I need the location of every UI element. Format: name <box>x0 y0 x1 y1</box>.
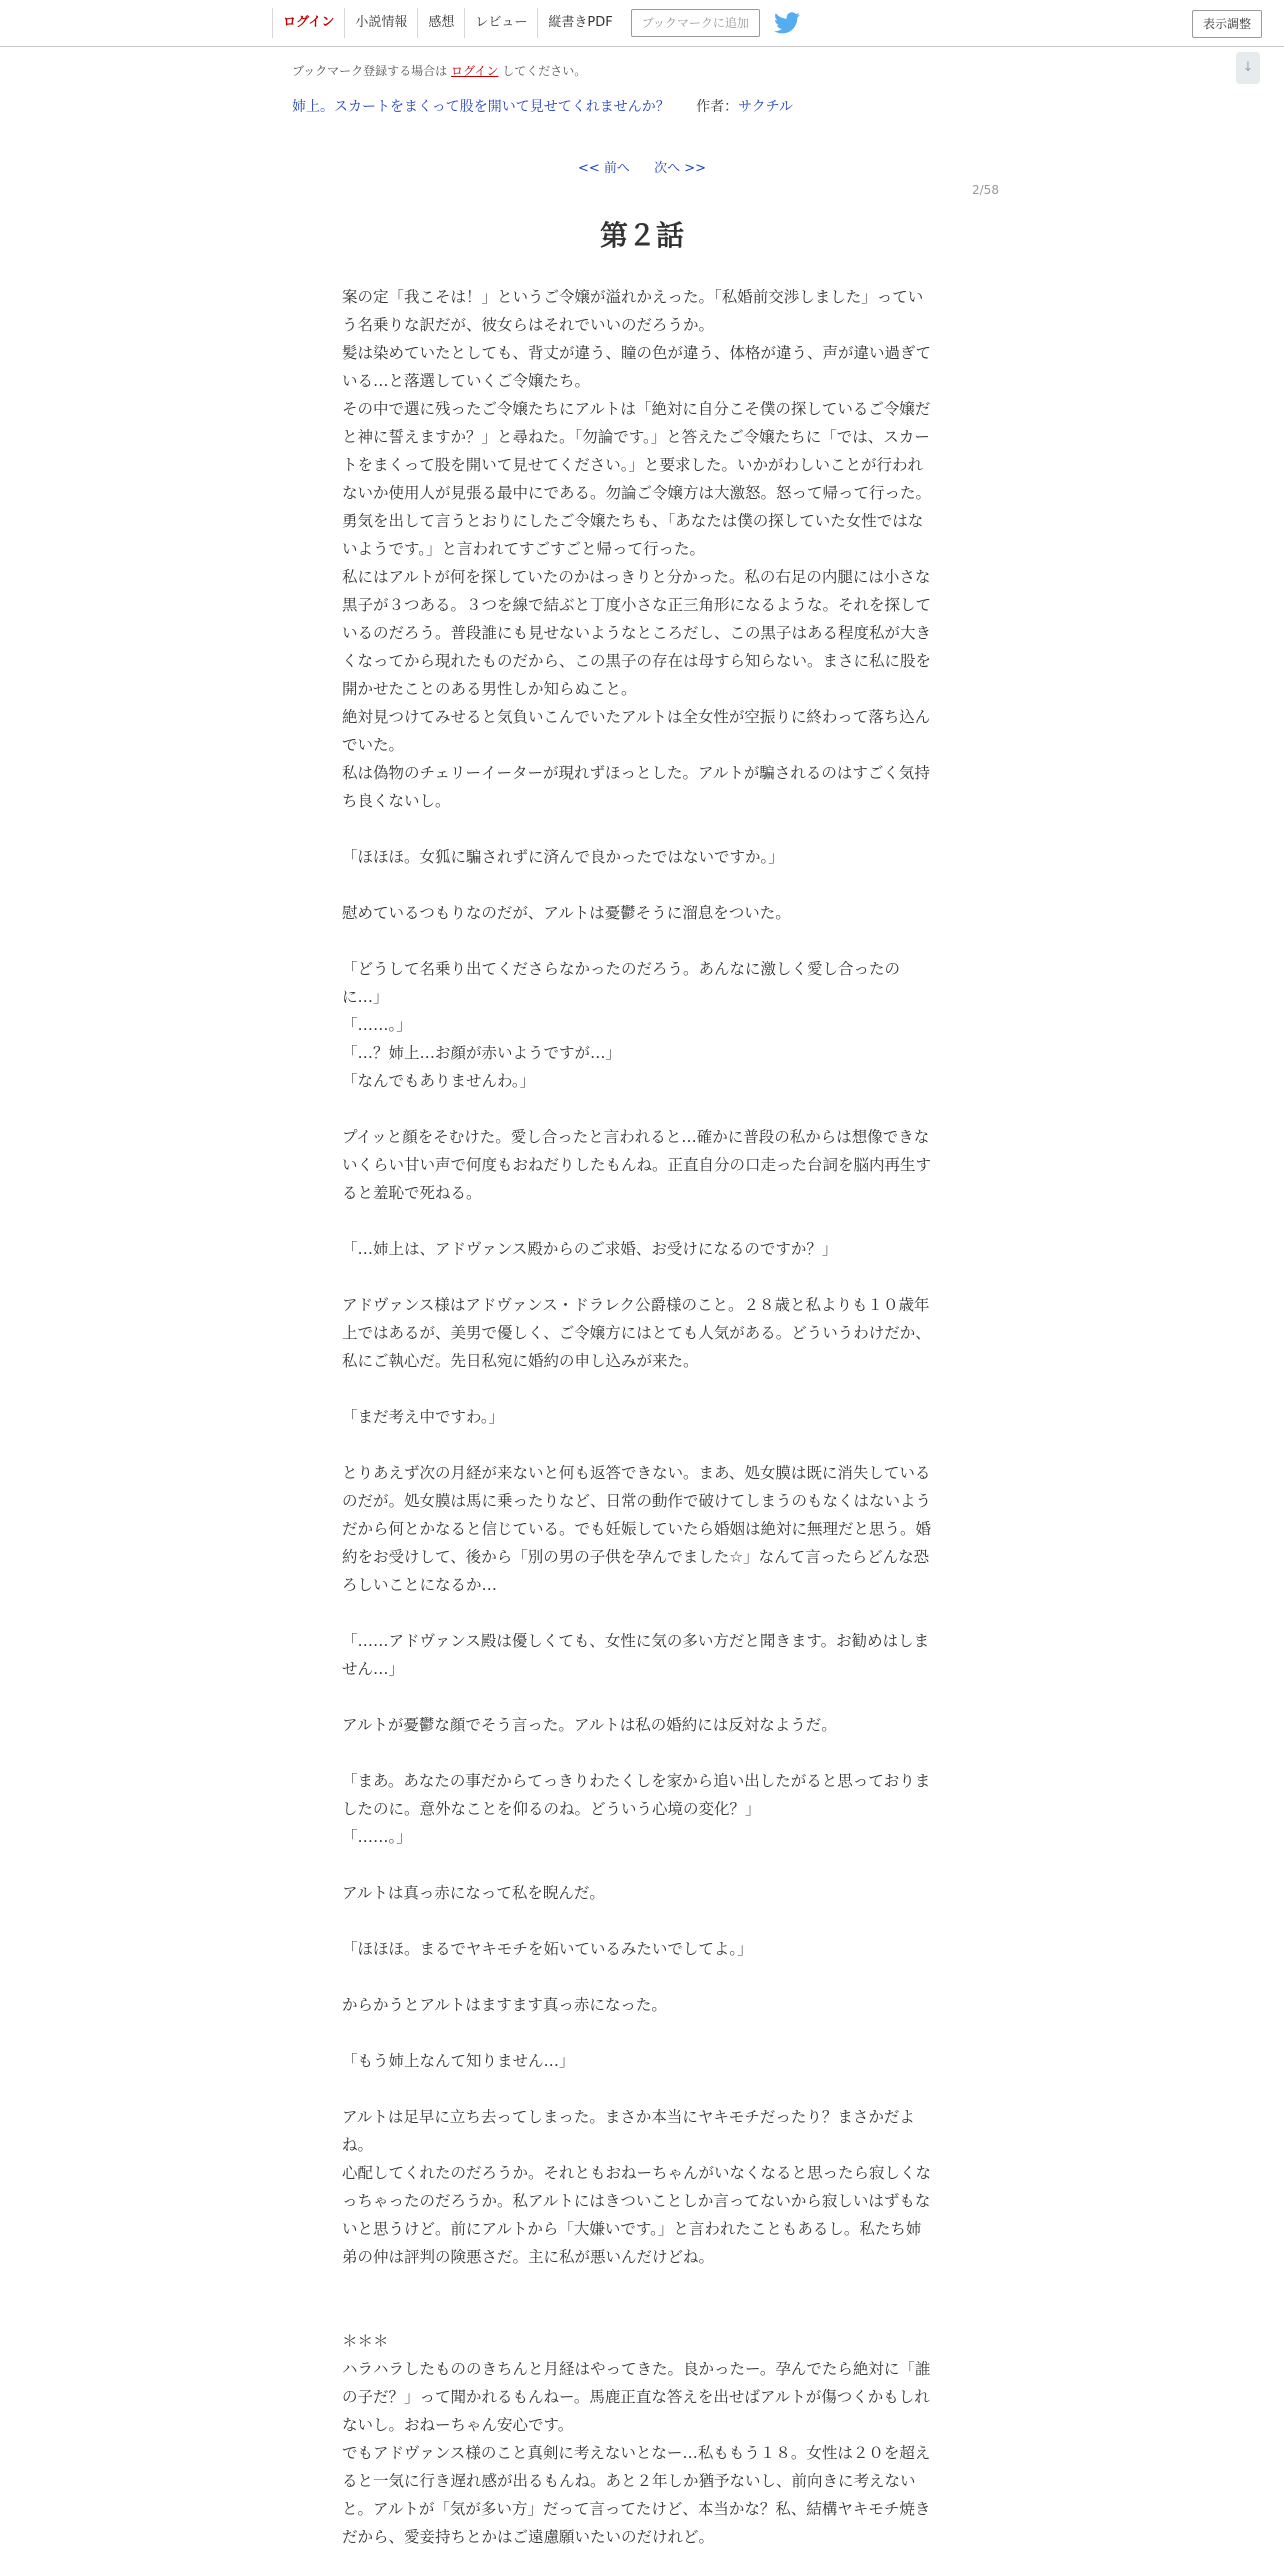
story-paragraph: 「……アドヴァンス殿は優しくても、女性に気の多い方だと聞きます。お勧めはしません…」 <box>342 1632 930 1678</box>
blank-line <box>342 1963 936 1991</box>
blank-line <box>342 1907 936 1935</box>
top-nav-bar <box>0 0 1284 47</box>
novel-title-link[interactable]: 姉上。スカートをまくって股を開いて見せてくれませんか？ <box>292 99 670 115</box>
story-paragraph: とりあえず次の月経が来ないと何も返答できない。まあ、処女膜は既に消失しているのだが。処女膜は馬に乗ったりなど、日常の動作で破けてしまうのもなくはないようだから何とかなると信じている。でも妊娠していたら婚姻は絶対に無理だと思う。婚約をお受けして、後から「別の男の子供を孕んでました☆」なんて言ったらどんな恐ろしいことになるか… <box>342 1464 932 1594</box>
blank-line <box>342 1739 936 1767</box>
story-paragraph: でもアドヴァンス様のこと真剣に考えないとなー…私ももう１８。女性は２０を超えると一気に行き遅れ感が出るもんね。あと２年しか猶予ないし、前向きに考えないと。アルトが「気が多い方」だって言ってたけど、本当かな？私、結構ヤキモチ焼きだから、愛妾持ちとかはご遠慮願いたいのだけれど。 <box>342 2444 931 2546</box>
bookmark-note-login-link[interactable]: ログイン <box>451 64 499 78</box>
story-paragraph: 「……。」 <box>342 1016 412 1034</box>
nav-menu <box>272 0 800 46</box>
prev-page-link[interactable]: << 前へ <box>578 161 630 176</box>
blank-line <box>342 1375 936 1403</box>
story-paragraph: 「……。」 <box>342 1828 412 1846</box>
blank-line <box>342 1599 936 1627</box>
story-paragraph: アルトは足早に立ち去ってしまった。まさか本当にヤキモチだったり？まさかだよね。 <box>342 2108 915 2154</box>
story-paragraph: アドヴァンス様はアドヴァンス・ドラレク公爵様のこと。２８歳と私よりも１０歳年上ではあるが、美男で優しく、ご令嬢方にはとても人気がある。どういうわけだか、私にご執心だ。先日私宛に婚約の申し込みが来た。 <box>342 1296 931 1370</box>
blank-line <box>342 2271 936 2299</box>
blank-line <box>342 1683 936 1711</box>
bookmark-note-text-before: ブックマーク登録する場合は <box>292 64 448 78</box>
story-paragraph: アルトは真っ赤になって私を睨んだ。 <box>342 1884 605 1902</box>
twitter-icon[interactable] <box>774 12 800 34</box>
blank-line <box>342 2299 936 2327</box>
story-paragraph: その中で選に残ったご令嬢たちにアルトは「絶対に自分こそ僕の探しているご令嬢だと神に誓えますか？」と尋ねた。「勿論です。」と答えたご令嬢たちに「では、スカートをまくって股を開いて見せてください。」と要求した。いかがわしいことが行われないか使用人が見張る最中にである。勿論ご令嬢方は大激怒。怒って帰って行った。勇気を出して言うとおりにしたご令嬢たちも、「あなたは僕の探していた女性ではないようです。」と言われてすごすごと帰って行った。 <box>342 400 932 558</box>
story-paragraph: 心配してくれたのだろうか。それともおねーちゃんがいなくなると思ったら寂しくなっちゃったのだろうか。私アルトにはきついことしか言ってないから寂しいはずもないと思うけど。前にアルトから「大嫌いです。」と言われたこともあるし。私たち姉弟の仲は評判の険悪さだ。主に私が悪いんだけどね。 <box>342 2164 932 2266</box>
story-paragraph: アルトが憂鬱な顔でそう言った。アルトは私の婚約には反対なようだ。 <box>342 1716 837 1734</box>
story-paragraph: 「ほほほ。まるでヤキモチを妬いているみたいでしてよ。」 <box>342 1940 753 1958</box>
story-paragraph: 案の定「我こそは！」というご令嬢が溢れかえった。「私婚前交渉しました」っていう名乗りな訳だが、彼女らはそれでいいのだろうか。 <box>342 288 924 334</box>
story-paragraph: 「どうして名乗り出てくださらなかったのだろう。あんなに激しく愛し合ったのに…」 <box>342 960 901 1006</box>
story-paragraph: 絶対見つけてみせると気負いこんでいたアルトは全女性が空振りに終わって落ち込んでいた。 <box>342 708 931 754</box>
nav-vertical-pdf-link[interactable]: 縦書きPDF <box>537 8 622 38</box>
story-paragraph: 私は偽物のチェリーイーターが現れずほっとした。アルトが騙されるのはすごく気持ち良くないし。 <box>342 764 930 810</box>
story-paragraph: プイッと顔をそむけた。愛し合ったと言われると…確かに普段の私からは想像できないくらい甘い声で何度もおねだりしたもんね。正直自分の口走った台詞を脳内再生すると羞恥で死ねる。 <box>342 1128 932 1202</box>
story-paragraph: 「…姉上は、アドヴァンス殿からのご求婚、お受けになるのですか？」 <box>342 1240 838 1258</box>
story-paragraph: ハラハラしたもののきちんと月経はやってきた。良かったー。孕んでたら絶対に「誰の子だ？」って聞かれるもんねー。馬鹿正直な答えを出せばアルトが傷つくかもしれないし。おねーちゃん安心です。 <box>342 2360 931 2434</box>
story-paragraph: 「なんでもありませんわ。」 <box>342 1072 536 1090</box>
blank-line <box>342 2075 936 2103</box>
nav-impressions-link[interactable]: 感想 <box>417 8 464 38</box>
scroll-down-arrow-icon[interactable]: ↓ <box>1236 52 1260 84</box>
story-paragraph: ＊＊＊ <box>342 2332 389 2350</box>
next-page-link[interactable]: 次へ >> <box>654 161 706 176</box>
bookmark-note-text-after: してください。 <box>502 64 587 78</box>
story-paragraph: 私にはアルトが何を探していたのかはっきりと分かった。私の右足の内腿には小さな黒子が３つある。３つを線で結ぶと丁度小さな正三角形になるような。それを探しているのだろう。普段誰にも見せないようなところだし、この黒子はある程度私が大きくなってから現れたものだから、この黒子の存在は母すら知らない。まさに私に股を開かせたことのある男性しか知らぬこと。 <box>342 568 932 698</box>
nav-login-link[interactable]: ログイン <box>272 8 344 38</box>
blank-line <box>342 1851 936 1879</box>
story-paragraph: 髪は染めていたとしても、背丈が違う、瞳の色が違う、体格が違う、声が違い過ぎている…と落選していくご令嬢たち。 <box>342 344 932 390</box>
chapter-title: 第２話 <box>599 219 684 252</box>
story-body <box>342 283 936 2551</box>
blank-line <box>342 1207 936 1235</box>
display-settings-button[interactable]: 表示調整 <box>1192 10 1262 38</box>
blank-line <box>342 815 936 843</box>
author-name-link[interactable]: サクチル <box>738 99 793 115</box>
story-paragraph: 「ほほほ。女狐に騙されずに済んで良かったではないですか。」 <box>342 848 784 866</box>
add-bookmark-button[interactable]: ブックマークに追加 <box>631 9 760 37</box>
blank-line <box>342 1431 936 1459</box>
nav-review-link[interactable]: レビュー <box>464 8 537 38</box>
nav-novel-info-link[interactable]: 小説情報 <box>344 8 417 38</box>
story-paragraph: 慰めているつもりなのだが、アルトは憂鬱そうに溜息をついた。 <box>342 904 791 922</box>
story-paragraph: 「まだ考え中ですわ。」 <box>342 1408 505 1426</box>
chapter-pager <box>0 157 1284 176</box>
bookmark-login-note <box>292 62 586 79</box>
story-paragraph: 「もう姉上なんて知りません…」 <box>342 2052 575 2070</box>
blank-line <box>342 1263 936 1291</box>
story-paragraph: からかうとアルトはますます真っ赤になった。 <box>342 1996 667 2014</box>
novel-title-line <box>292 96 793 116</box>
blank-line <box>342 927 936 955</box>
blank-line <box>342 871 936 899</box>
blank-line <box>342 1095 936 1123</box>
blank-line <box>342 2019 936 2047</box>
page-count: 2/58 <box>972 183 999 197</box>
story-paragraph: 「まあ。あなたの事だからてっきりわたくしを家から追い出したがると思っておりましたのに。意外なことを仰るのね。どういう心境の変化？」 <box>342 1772 931 1818</box>
author-label: 作者： <box>696 99 739 115</box>
story-paragraph: 「…？姉上…お顔が赤いようですが…」 <box>342 1044 622 1062</box>
